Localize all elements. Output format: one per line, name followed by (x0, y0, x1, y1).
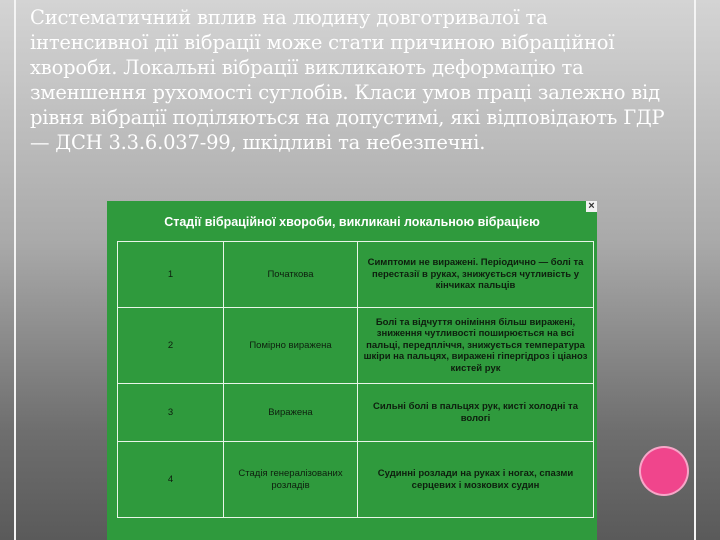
stage-number: 2 (118, 308, 224, 384)
body-paragraph: Систематичний вплив на людину довготривалої та інтенсивної дії вібрації може стати причиною вібраційної хвороби. Локальні вібрації викликають деформацію та зменшення рухомості суглобів. Класи умов праці залежно від рівня вібрації поділяються на допустимі, які відповідають ГДР — ДСН 3.3.6.037-99, шкідливі та небезпечні. (30, 6, 665, 154)
stage-number: 3 (118, 384, 224, 442)
stage-description: Симптоми не виражені. Періодично — болі та перестазії в руках, знижується чутливість у кінчиках пальців (358, 242, 594, 308)
vibration-stages-panel (107, 201, 597, 540)
table-row (118, 308, 594, 384)
stage-number: 1 (118, 242, 224, 308)
stage-name: Помірно виражена (224, 308, 358, 384)
stage-description: Болі та відчуття оніміння більш виражені, зниження чутливості поширюється на всі пальці, передпліччя, знижується температура шкіри на пальцях, виражені гіпергідроз і ціаноз кистей рук (358, 308, 594, 384)
stage-description: Сильні болі в пальцях рук, кисті холодні та вологі (358, 384, 594, 442)
stage-number: 4 (118, 442, 224, 518)
table-row (118, 242, 594, 308)
pink-circle-decoration (641, 448, 687, 494)
stage-name: Виражена (224, 384, 358, 442)
left-border-line (14, 0, 16, 540)
close-icon[interactable]: × (586, 201, 597, 212)
table-row (118, 442, 594, 518)
panel-title: Стадії вібраційної хвороби, викликані локальною вібрацією (164, 215, 540, 229)
right-border-line (694, 0, 696, 540)
table-row (118, 384, 594, 442)
stages-table (117, 241, 594, 518)
stage-name: Початкова (224, 242, 358, 308)
stage-name: Стадія генералізованих розладів (224, 442, 358, 518)
stage-description: Судинні розлади на руках і ногах, спазми серцевих і мозкових судин (358, 442, 594, 518)
